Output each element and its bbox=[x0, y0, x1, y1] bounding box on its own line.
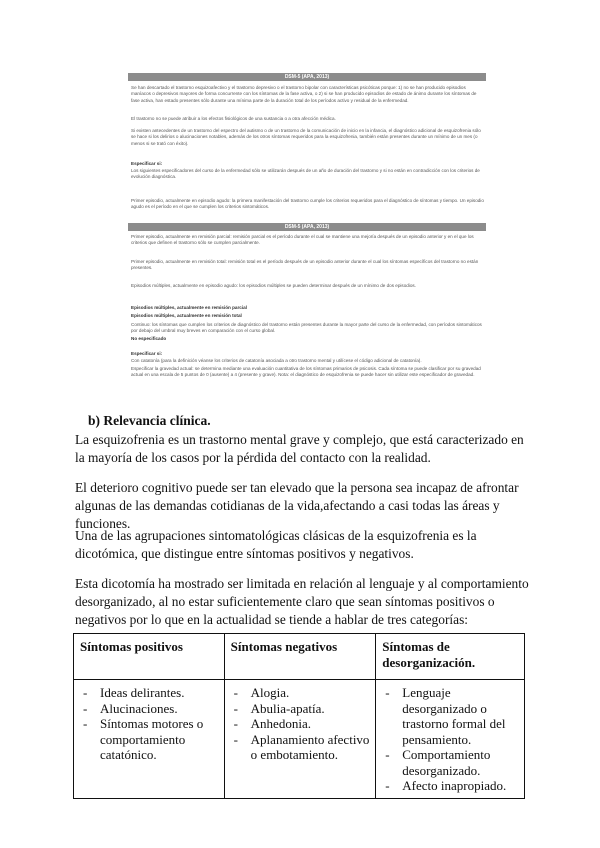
paragraph-2: El deterioro cognitivo puede ser tan elevado que la persona sea incapaz de afrontar algunas de las demandas cotidianas de la vida,afectando a casi todas las áreas y funciones. bbox=[75, 480, 519, 531]
table-header-row bbox=[74, 634, 525, 680]
cell-positive bbox=[74, 680, 225, 799]
scan-severity: Especificar la gravedad actual: se determina mediante una evaluación cuantitativa de los síntomas primarios de psicosis. Cada síntoma se puede clasificar por su gravedad actual en una escala de 5 puntos de 0 (ausente) a 4 (presente y grave). Nota: el diagnóstico de esquizofrenia se puede hacer sin utilizar este especificador de gravedad. bbox=[131, 366, 481, 378]
scan-multiple-total: Episodios múltiples, actualmente en remisión total bbox=[131, 313, 242, 318]
scan-continuous: Continuo: los síntomas que cumplen los criterios de diagnóstico del trastorno están presentes durante la mayor parte del curso de la enfermedad, con períodos sintomáticos por debajo del umbral muy breves en comparación con el curso global. bbox=[131, 322, 482, 334]
scan-first-episode: Primer episodio, actualmente en episodio agudo: la primera manifestación del trastorno cumple los criterios requeridos para el diagnóstico de síntomas y tiempo. Un episodio agudo es el período en el que se cumplen los criterios sintomáticos. bbox=[131, 198, 484, 210]
list-item: - Síntomas motores o comportamiento catatónico. bbox=[80, 716, 219, 763]
scan-header-2: DSM-5 (APA, 2013) bbox=[128, 223, 486, 231]
list-item: - Alogia. bbox=[231, 685, 371, 701]
section-heading: b) Relevancia clínica. bbox=[88, 413, 211, 428]
list-item: - Lenguaje desorganizado o trastorno formal del pensamiento. bbox=[382, 685, 519, 747]
scan-partial-remission: Primer episodio, actualmente en remisión parcial: remisión parcial es el período durante el cual se mantiene una mejoría después de un episodio anterior y en el que los criterios que definen el trastorno sólo se cumplen parcialmente. bbox=[131, 234, 474, 246]
table-row bbox=[74, 680, 525, 799]
header-disorganization: Síntomas de desorganización. bbox=[376, 634, 525, 680]
list-item: - Aplanamiento afectivo o embotamiento. bbox=[231, 732, 371, 763]
paragraph-3: Una de las agrupaciones sintomatológicas clásicas de la esquizofrenia es la dicotómica, que distingue entre síntomas positivos y negativos. bbox=[75, 528, 477, 561]
list-item: - Alucinaciones. bbox=[80, 701, 219, 717]
list-item: - Afecto inapropiado. bbox=[382, 778, 519, 794]
list-item: - Ideas delirantes. bbox=[80, 685, 219, 701]
scan-specify-title: Especificar si: bbox=[131, 161, 163, 166]
scan-specify2-title: Especificar si: bbox=[131, 351, 163, 356]
paragraph-1: La esquizofrenia es un trastorno mental grave y complejo, que está caracterizado en la mayoría de los casos por la pérdida del contacto con la realidad. bbox=[75, 432, 524, 465]
header-positive: Síntomas positivos bbox=[74, 634, 225, 680]
scan-header-1: DSM-5 (APA, 2013) bbox=[128, 73, 486, 81]
list-item: - Anhedonia. bbox=[231, 716, 371, 732]
list-item: - Abulia-apatía. bbox=[231, 701, 371, 717]
scan-multiple-partial: Episodios múltiples, actualmente en remisión parcial bbox=[131, 305, 247, 310]
scan-unspecified: No especificado bbox=[131, 336, 167, 341]
cell-disorganization bbox=[376, 680, 525, 799]
scan-multiple-acute: Episodios múltiples, actualmente en episodio agudo: los episodios múltiples se pueden determinar después de un mínimo de dos episodios. bbox=[131, 283, 416, 288]
cell-negative bbox=[224, 680, 376, 799]
scan-total-remission: Primer episodio, actualmente en remisión total: remisión total es el período después de un episodio anterior durante el cual los síntomas específicos del trastorno no están presentes. bbox=[131, 259, 479, 271]
list-item: - Comportamiento desorganizado. bbox=[382, 747, 519, 778]
header-negative: Síntomas negativos bbox=[224, 634, 376, 680]
scan-criterion-e: El trastorno no se puede atribuir a los efectos fisiológicos de una sustancia o a otra afección médica. bbox=[131, 116, 336, 121]
scan-criterion-f: Si existen antecedentes de un trastorno del espectro del autismo o de un trastorno de la comunicación de inicio en la infancia, el diagnóstico adicional de esquizofrenia sólo se hace si los delirios o alucinaciones notables, además de los otros síntomas requeridos para la esquizofrenia, también están presentes durante un mínimo de un mes (o menos si se trató con éxito). bbox=[131, 128, 481, 146]
paragraph-4: Esta dicotomía ha mostrado ser limitada en relación al lenguaje y al comportamiento desorganizado, al no estar suficientemente claro que sean síntomas positivos o negativos por lo que en la actualidad se tiende a hablar de tres categorías: bbox=[75, 576, 529, 627]
scan-catatonia: Con catatonía (para la definición véanse los criterios de catatonía asociada a otro trastorno mental y utilícese el código adicional de catatonía). bbox=[131, 358, 422, 363]
symptoms-table bbox=[73, 633, 525, 799]
dsm5-criteria-scan bbox=[128, 73, 486, 378]
scan-criterion-d: Se han descartado el trastorno esquizoafectivo y el trastorno depresivo o el trastorno bipolar con características psicóticas porque: 1) no se han producido episodios maníacos o depresivos mayores de forma concurrente con los síntomas de la fase activa, o 2) si se han producido episodios de estado de ánimo durante los síntomas de fase activa, han estado presentes sólo durante una mínima parte de la duración total de los períodos activo y residual de la enfermedad. bbox=[131, 85, 477, 103]
scan-specify-text: Los siguientes especificadores del curso de la enfermedad sólo se utilizarán después de un año de duración del trastorno y si no están en contradicción con los criterios de evolución diagnóstica. bbox=[131, 168, 480, 180]
